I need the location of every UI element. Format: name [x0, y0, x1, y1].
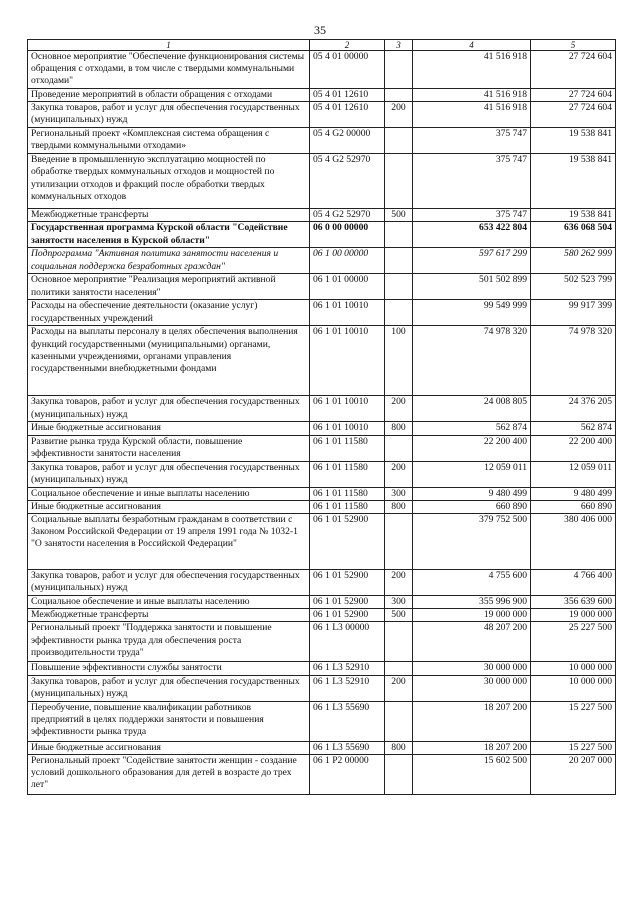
row-expense-type: 200	[385, 102, 413, 128]
row-name: Социальные выплаты безработным гражданам в соответствии с Законом Российской Федерации от 19 апреля 1991 года № 1032-1 "О занятости населения в Российской Федерации"	[28, 514, 310, 570]
row-amount-year-1: 375 747	[413, 209, 531, 222]
row-code: 06 1 L3 52910	[310, 662, 385, 675]
row-code: 06 1 01 10010	[310, 396, 385, 422]
row-code: 06 1 00 00000	[310, 248, 385, 274]
row-amount-year-1: 501 502 899	[413, 274, 531, 300]
row-code: 05 4 01 12610	[310, 102, 385, 128]
row-name: Межбюджетные трансферты	[28, 209, 310, 222]
row-code: 06 1 01 52900	[310, 609, 385, 622]
row-amount-year-2: 27 724 604	[531, 89, 616, 102]
row-expense-type	[385, 435, 413, 461]
row-expense-type	[385, 514, 413, 570]
row-code: 05 4 G2 52970	[310, 154, 385, 209]
row-code: 06 1 01 00000	[310, 274, 385, 300]
row-name: Закупка товаров, работ и услуг для обеспечения государственных (муниципальных) нужд	[28, 675, 310, 701]
row-amount-year-2: 10 000 000	[531, 675, 616, 701]
column-number: 2	[310, 40, 385, 51]
row-amount-year-1: 24 008 805	[413, 396, 531, 422]
table-row	[28, 622, 616, 662]
row-expense-type: 500	[385, 209, 413, 222]
row-expense-type	[385, 754, 413, 794]
row-code: 06 1 01 11580	[310, 435, 385, 461]
row-code: 06 1 01 10010	[310, 422, 385, 435]
row-amount-year-2: 660 890	[531, 500, 616, 513]
row-amount-year-2: 356 639 600	[531, 596, 616, 609]
row-expense-type	[385, 622, 413, 662]
row-code: 06 1 01 11580	[310, 500, 385, 513]
row-amount-year-2: 636 068 504	[531, 222, 616, 248]
row-name: Основное мероприятие "Реализация мероприятий активной политики занятости населения"	[28, 274, 310, 300]
table-row	[28, 596, 616, 609]
table-row	[28, 274, 616, 300]
row-name: Проведение мероприятий в области обращения с отходами	[28, 89, 310, 102]
row-amount-year-2: 4 766 400	[531, 570, 616, 596]
row-expense-type	[385, 274, 413, 300]
table-row	[28, 609, 616, 622]
row-name: Иные бюджетные ассигнования	[28, 422, 310, 435]
row-expense-type	[385, 300, 413, 326]
row-amount-year-2: 15 227 500	[531, 741, 616, 754]
row-name: Региональный проект "Содействие занятости женщин - создание условий дошкольного образования для детей в возрасте до трех лет"	[28, 754, 310, 794]
row-name: Переобучение, повышение квалификации работников предприятий в целях поддержки занятости и повышения эффективности рынка труда	[28, 701, 310, 741]
table-row	[28, 675, 616, 701]
row-amount-year-2: 19 000 000	[531, 609, 616, 622]
row-expense-type: 800	[385, 422, 413, 435]
row-amount-year-1: 22 200 400	[413, 435, 531, 461]
row-expense-type: 200	[385, 675, 413, 701]
row-expense-type: 800	[385, 741, 413, 754]
row-name: Региональный проект «Комплексная система обращения с твердыми коммунальными отходами»	[28, 128, 310, 154]
row-expense-type: 100	[385, 326, 413, 396]
row-amount-year-2: 19 538 841	[531, 154, 616, 209]
row-expense-type	[385, 248, 413, 274]
row-amount-year-2: 9 480 499	[531, 487, 616, 500]
table-row	[28, 209, 616, 222]
row-expense-type: 200	[385, 570, 413, 596]
row-name: Введение в промышленную эксплуатацию мощностей по обработке твердых коммунальных отходов и мощностей по утилизации отходов и фракций после обработки твердых коммунальных отходов	[28, 154, 310, 209]
row-code: 06 1 L3 00000	[310, 622, 385, 662]
row-amount-year-1: 375 747	[413, 128, 531, 154]
row-name: Закупка товаров, работ и услуг для обеспечения государственных (муниципальных) нужд	[28, 102, 310, 128]
row-code: 06 1 01 52900	[310, 570, 385, 596]
row-amount-year-2: 15 227 500	[531, 701, 616, 741]
row-name: Развитие рынка труда Курской области, повышение эффективности занятости населения	[28, 435, 310, 461]
row-expense-type	[385, 662, 413, 675]
row-expense-type: 200	[385, 461, 413, 487]
row-code: 05 4 01 00000	[310, 51, 385, 89]
row-amount-year-1: 562 874	[413, 422, 531, 435]
row-amount-year-1: 30 000 000	[413, 662, 531, 675]
row-code: 06 1 01 52900	[310, 514, 385, 570]
budget-table-body	[28, 40, 616, 795]
row-amount-year-1: 99 549 999	[413, 300, 531, 326]
row-amount-year-1: 18 207 200	[413, 741, 531, 754]
row-name: Подпрограмма "Активная политика занятости населения и социальная поддержка безработных граждан"	[28, 248, 310, 274]
table-row	[28, 248, 616, 274]
row-amount-year-1: 597 617 299	[413, 248, 531, 274]
column-number: 4	[413, 40, 531, 51]
row-name: Закупка товаров, работ и услуг для обеспечения государственных (муниципальных) нужд	[28, 570, 310, 596]
column-number: 3	[385, 40, 413, 51]
row-amount-year-2: 25 227 500	[531, 622, 616, 662]
row-code: 05 4 01 12610	[310, 89, 385, 102]
row-expense-type	[385, 222, 413, 248]
row-amount-year-1: 660 890	[413, 500, 531, 513]
row-name: Расходы на обеспечение деятельности (оказание услуг) государственных учреждений	[28, 300, 310, 326]
row-amount-year-1: 48 207 200	[413, 622, 531, 662]
row-expense-type: 200	[385, 396, 413, 422]
row-name: Региональный проект "Поддержка занятости и повышение эффективности рынка труда для обеспечения роста производительности труда"	[28, 622, 310, 662]
row-expense-type: 300	[385, 596, 413, 609]
row-code: 05 4 G2 00000	[310, 128, 385, 154]
row-amount-year-1: 12 059 011	[413, 461, 531, 487]
row-name: Социальное обеспечение и иные выплаты населению	[28, 596, 310, 609]
row-name: Государственная программа Курской области "Содействие занятости населения в Курской области"	[28, 222, 310, 248]
row-amount-year-1: 30 000 000	[413, 675, 531, 701]
row-name: Основное мероприятие "Обеспечение функционирования системы обращения с отходами, в том числе с твердыми коммунальными отходами"	[28, 51, 310, 89]
page-number: 35	[314, 23, 326, 37]
column-number-row	[28, 40, 616, 51]
row-name: Повышение эффективности службы занятости	[28, 662, 310, 675]
table-row	[28, 514, 616, 570]
row-expense-type	[385, 154, 413, 209]
row-code: 06 1 P2 00000	[310, 754, 385, 794]
table-row	[28, 754, 616, 794]
row-name: Расходы на выплаты персоналу в целях обеспечения выполнения функций государственными (муниципальными) органами, казенными учреждениями, органами управления государственными внебюджетными фондами	[28, 326, 310, 396]
row-amount-year-1: 19 000 000	[413, 609, 531, 622]
row-amount-year-1: 379 752 500	[413, 514, 531, 570]
table-row	[28, 701, 616, 741]
row-code: 06 1 L3 55690	[310, 741, 385, 754]
row-code: 06 1 01 10010	[310, 300, 385, 326]
budget-table	[27, 39, 616, 795]
table-row	[28, 570, 616, 596]
row-amount-year-2: 562 874	[531, 422, 616, 435]
row-code: 06 1 01 10010	[310, 326, 385, 396]
row-code: 05 4 G2 52970	[310, 209, 385, 222]
row-name: Иные бюджетные ассигнования	[28, 500, 310, 513]
row-expense-type: 500	[385, 609, 413, 622]
table-row	[28, 435, 616, 461]
row-amount-year-2: 12 059 011	[531, 461, 616, 487]
row-amount-year-1: 74 978 320	[413, 326, 531, 396]
row-amount-year-2: 20 207 000	[531, 754, 616, 794]
table-row	[28, 326, 616, 396]
row-amount-year-1: 355 996 900	[413, 596, 531, 609]
row-amount-year-2: 99 917 399	[531, 300, 616, 326]
row-amount-year-1: 41 516 918	[413, 51, 531, 89]
row-amount-year-2: 580 262 999	[531, 248, 616, 274]
row-expense-type: 300	[385, 487, 413, 500]
table-row	[28, 102, 616, 128]
row-name: Иные бюджетные ассигнования	[28, 741, 310, 754]
table-row	[28, 222, 616, 248]
row-name: Закупка товаров, работ и услуг для обеспечения государственных (муниципальных) нужд	[28, 396, 310, 422]
row-amount-year-2: 24 376 205	[531, 396, 616, 422]
row-expense-type	[385, 128, 413, 154]
row-expense-type: 800	[385, 500, 413, 513]
row-amount-year-1: 4 755 600	[413, 570, 531, 596]
column-number: 5	[531, 40, 616, 51]
column-number: 1	[28, 40, 310, 51]
table-row	[28, 51, 616, 89]
row-code: 06 1 01 11580	[310, 487, 385, 500]
row-amount-year-2: 74 978 320	[531, 326, 616, 396]
row-amount-year-2: 502 523 799	[531, 274, 616, 300]
row-amount-year-2: 19 538 841	[531, 209, 616, 222]
row-amount-year-2: 380 406 000	[531, 514, 616, 570]
table-row	[28, 396, 616, 422]
row-amount-year-1: 18 207 200	[413, 701, 531, 741]
table-row	[28, 741, 616, 754]
row-code: 06 1 L3 55690	[310, 701, 385, 741]
row-amount-year-1: 41 516 918	[413, 89, 531, 102]
row-expense-type	[385, 89, 413, 102]
row-amount-year-2: 19 538 841	[531, 128, 616, 154]
row-amount-year-2: 27 724 604	[531, 102, 616, 128]
row-amount-year-2: 27 724 604	[531, 51, 616, 89]
row-amount-year-1: 41 516 918	[413, 102, 531, 128]
row-amount-year-1: 9 480 499	[413, 487, 531, 500]
row-amount-year-1: 375 747	[413, 154, 531, 209]
row-name: Межбюджетные трансферты	[28, 609, 310, 622]
row-name: Закупка товаров, работ и услуг для обеспечения государственных (муниципальных) нужд	[28, 461, 310, 487]
table-row	[28, 128, 616, 154]
table-row	[28, 662, 616, 675]
table-row	[28, 300, 616, 326]
table-row	[28, 461, 616, 487]
table-row	[28, 89, 616, 102]
row-code: 06 0 00 00000	[310, 222, 385, 248]
row-amount-year-2: 22 200 400	[531, 435, 616, 461]
row-amount-year-1: 15 602 500	[413, 754, 531, 794]
row-code: 06 1 01 52900	[310, 596, 385, 609]
row-code: 06 1 L3 52910	[310, 675, 385, 701]
table-row	[28, 422, 616, 435]
table-row	[28, 487, 616, 500]
table-row	[28, 500, 616, 513]
row-amount-year-1: 653 422 804	[413, 222, 531, 248]
row-expense-type	[385, 701, 413, 741]
row-code: 06 1 01 11580	[310, 461, 385, 487]
row-expense-type	[385, 51, 413, 89]
row-amount-year-2: 10 000 000	[531, 662, 616, 675]
row-name: Социальное обеспечение и иные выплаты населению	[28, 487, 310, 500]
table-row	[28, 154, 616, 209]
